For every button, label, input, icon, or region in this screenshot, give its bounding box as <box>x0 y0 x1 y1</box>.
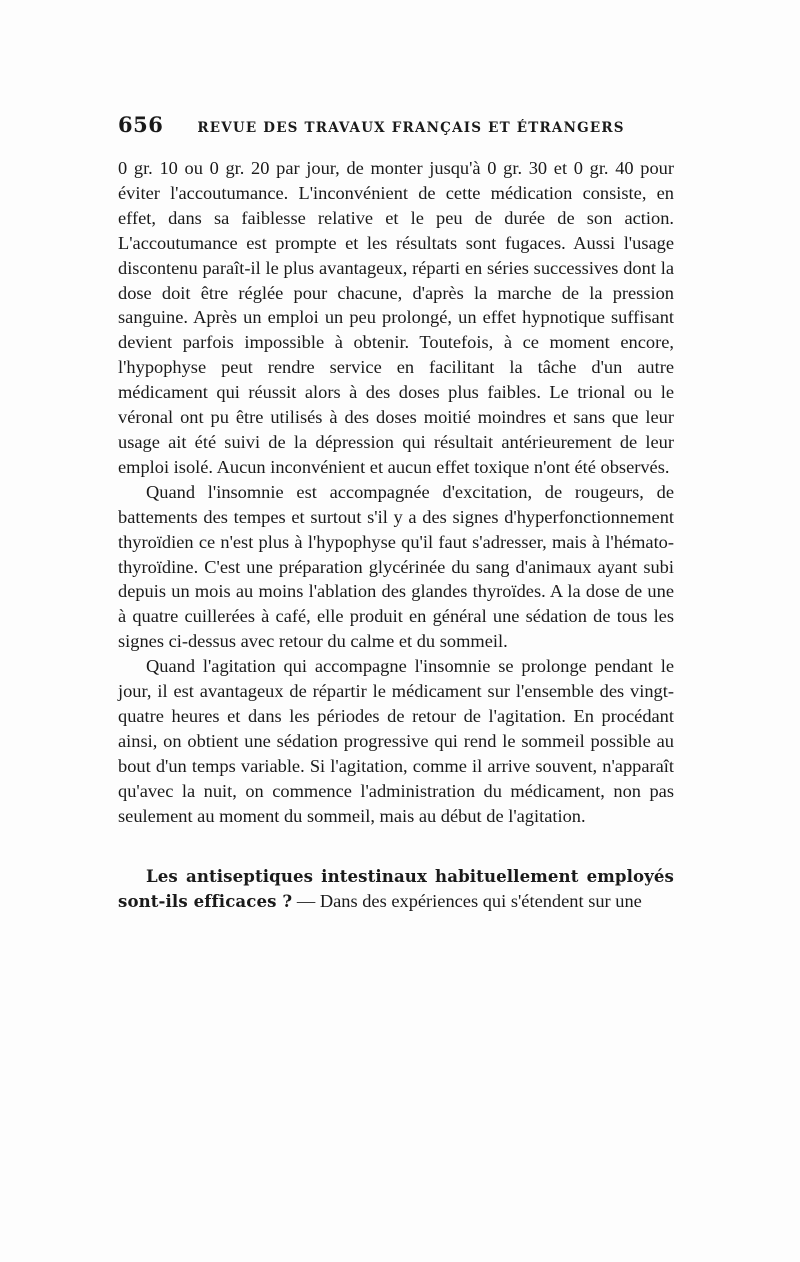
paragraph-2: Quand l'insomnie est accompagnée d'excitation, de rougeurs, de battements des tempes et surtout s'il y a des signes d'hyperfonctionnement thyroïdien ce n'est plus à l'hypophyse qu'il faut s'adresser, mais à l'hémato-thyroïdine. C'est une préparation glycérinée du sang d'animaux ayant subi depuis un mois au moins l'ablation des glandes thyroïdes. A la dose de une à quatre cuillerées à café, elle produit en général une sédation de tous les signes ci-dessus avec retour du calme et du sommeil. <box>118 481 674 652</box>
running-head <box>118 112 678 142</box>
body-text <box>118 156 674 914</box>
paragraph-1: 0 gr. 10 ou 0 gr. 20 par jour, de monter jusqu'à 0 gr. 30 et 0 gr. 40 pour éviter l'accoutumance. L'inconvénient de cette médication consiste, en effet, dans sa faiblesse relative et le peu de durée de son action. L'accoutumance est prompte et les résultats sont fugaces. Aussi l'usage discontenu paraît-il le plus avantageux, réparti en séries successives dont la dose doit être réglée pour chacune, d'après la marche de la pression sanguine. Après un emploi un peu prolongé, un effet hypnotique suffisant devient parfois impossible à obtenir. Toutefois, à ce moment encore, l'hypophyse peut rendre service en facilitant la tâche d'un autre médicament qui réussit alors à des doses plus faibles. Le trional ou le véronal ont pu être utilisés à des doses moitié moindres et sans que leur usage ait été suivi de la dépression qui résultait antérieurement de leur emploi isolé. Aucun inconvénient et aucun effet toxique n'ont été observés. <box>118 158 674 477</box>
paragraph-3: Quand l'agitation qui accompagne l'insomnie se prolonge pendant le jour, il est avantageux de répartir le médicament sur l'ensemble des vingt-quatre heures et dans les périodes de retour de l'agitation. En procédant ainsi, on obtient une sédation progressive qui rend le sommeil possible au bout d'un temps variable. Si l'agitation, comme il arrive souvent, n'apparaît qu'avec la nuit, on commence l'administration du médicament, non pas seulement au moment du sommeil, mais au début de l'agitation. <box>118 656 674 826</box>
section-paragraph <box>118 864 674 914</box>
section-heading: Les antiseptiques intestinaux habituellement employés sont-ils efficaces ? <box>118 866 674 912</box>
section-text: — Dans des expériences qui s'étendent sur une <box>292 891 642 912</box>
journal-title: REVUE DES TRAVAUX FRANÇAIS ET ÉTRANGERS <box>197 120 625 136</box>
page-number: 656 <box>118 112 164 137</box>
